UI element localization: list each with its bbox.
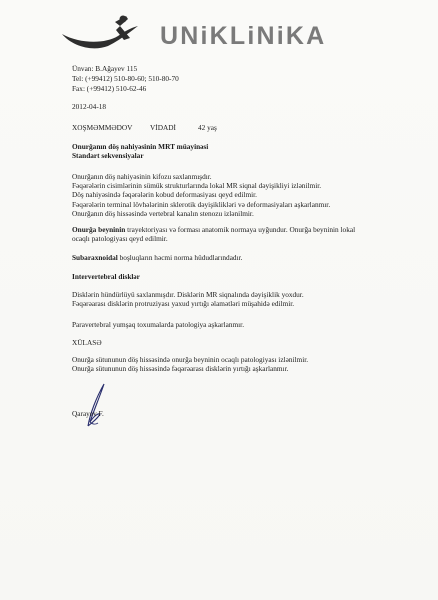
finding-line: Döş nahiyəsində fəqərələrin kobud deformasiyası qeyd edilmir. [72, 190, 258, 200]
brand-name: UNiKLiNiKA [160, 22, 327, 50]
clinic-logo [60, 14, 365, 56]
conclusion-heading: XÜLASƏ [72, 338, 102, 347]
finding-line: Fəqərələrin terminal lövhələrinin sklerotik dəyişiklikləri və deformasiyaları aşkarlanmır. [72, 199, 331, 209]
conclusion-line: Onurğa sütununun döş hissəsində onurğa beyninin ocaqlı patologiyası izlənilmir. [72, 355, 309, 365]
findings-paragraph-1 [72, 172, 330, 218]
paravertebral-line: Paravertebral yumşaq toxumalarda patologiya aşkarlanmır. [72, 320, 245, 329]
discs-heading: Intervertebral disklər [72, 272, 140, 281]
signature-name: Qarayev F. [72, 409, 104, 418]
conclusion-line: Onurğa sütununun döş hissəsində fəqərəarası disklərin yırtığı aşkarlanmır. [72, 364, 289, 374]
findings-paragraph-discs [72, 272, 304, 309]
spinal-cord-label: Onurğa beyninin [72, 225, 126, 234]
subarachnoid-text: boşluqların həcmi norma hüdudlarındadır. [117, 253, 243, 262]
patient-name: VİDADİ [150, 123, 176, 132]
uniklinika-swoosh-figure-icon [60, 14, 155, 56]
finding-line: Onurğanın döş nahiyəsinin kifozu saxlanmışdır. [72, 172, 212, 181]
patient-line [72, 123, 217, 132]
fax-line: Fax: (+99412) 510-62-46 [72, 83, 147, 93]
conclusion-block [72, 338, 308, 374]
report-date: 2012-04-18 [72, 102, 107, 111]
exam-subtitle: Standart sekvensiyalar [72, 151, 144, 161]
handwritten-signature-icon [60, 380, 130, 430]
patient-age: 42 yaş [198, 123, 217, 132]
patient-surname: XOŞMƏMMƏDOV [72, 123, 133, 132]
address-line: Ünvan: B.Ağayev 115 [72, 64, 138, 73]
findings-paragraph-paravertebral [72, 320, 244, 329]
discs-line: Disklərin hündürlüyü saxlanmışdır. Disklərin MR siqnalında dəyişiklik yoxdur. [72, 290, 304, 300]
discs-line: Fəqərəarası disklərin protruziyası yaxud yırtığı əlamətləri müşahidə edilmir. [72, 299, 295, 309]
address-block [72, 64, 179, 93]
findings-paragraph-spinal-cord [72, 225, 355, 243]
spinal-cord-text-2: ocaqlı patologiyası qeyd edilmir. [72, 234, 168, 244]
finding-line: Fəqərələrin cisimlərinin sümük strukturlarında lokal MR siqnal dəyişikliyi izlənilmir. [72, 181, 322, 191]
findings-paragraph-subarachnoid [72, 253, 242, 262]
exam-title: Onurğanın döş nahiyəsinin MRT müayinəsi [72, 142, 209, 151]
subarachnoid-label: Subaraxnoidal [72, 253, 118, 262]
spinal-cord-text: trayektoriyası və forması anatomik normaya uyğundur. Onurğa beyninin lokal [125, 225, 356, 234]
phone-line: Tel: (+99412) 510-80-60; 510-80-70 [72, 73, 179, 83]
finding-line: Onurğanın döş hissəsində vertebral kanalın stenozu izlənilmir. [72, 208, 254, 218]
exam-title-block [72, 142, 208, 161]
